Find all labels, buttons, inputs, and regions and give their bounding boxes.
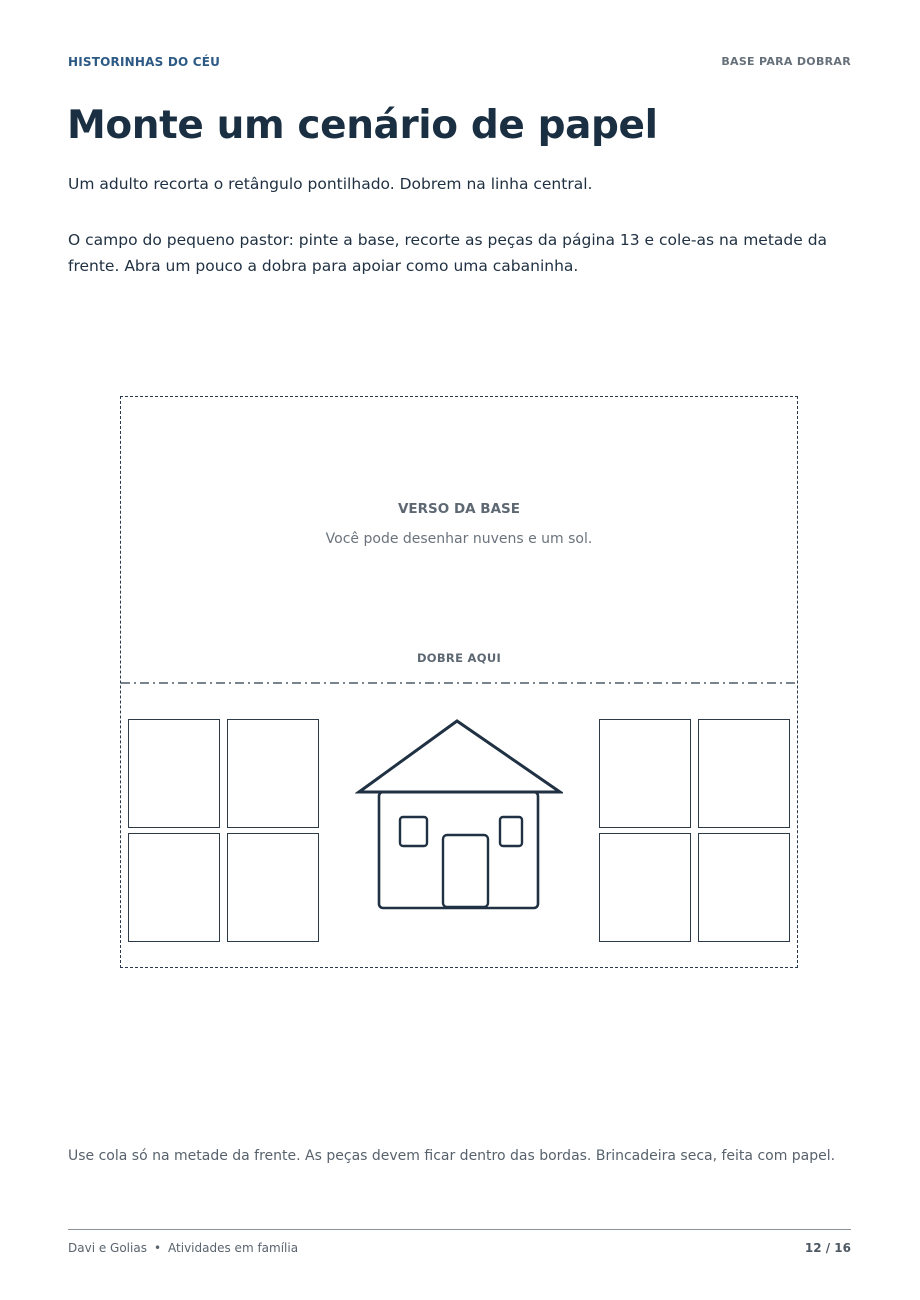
- house-roof: [359, 721, 560, 792]
- footer-collection: Atividades em família: [168, 1241, 299, 1255]
- scene-panel-right-4: [698, 833, 790, 942]
- scene-panel-left-3: [128, 833, 220, 942]
- house-illustration: [355, 717, 563, 911]
- scene-panel-left-1: [128, 719, 220, 828]
- intro-text: Um adulto recorta o retângulo pontilhado. Dobrem na linha central.: [68, 175, 593, 193]
- section-name: BASE PARA DOBRAR: [721, 55, 851, 68]
- house-wall: [379, 792, 538, 908]
- fold-line: [121, 681, 797, 685]
- footer-credits: [68, 1241, 298, 1255]
- house-window-right: [500, 817, 522, 846]
- page-number: 12 / 16: [804, 1241, 851, 1255]
- fold-base-cutout: [120, 396, 798, 968]
- back-side-title: VERSO DA BASE: [397, 501, 520, 517]
- house-window-left: [400, 817, 427, 846]
- instructions-text: O campo do pequeno pastor: pinte a base, recorte as peças da página 13 e cole-as na metade da frente. Abra um pouco a dobra para apoiar como uma cabaninha.: [68, 231, 828, 275]
- scene-panel-right-2: [698, 719, 790, 828]
- fold-label: DOBRE AQUI: [416, 651, 502, 665]
- safety-note: Use cola só na metade da frente. As peças devem ficar dentro das bordas. Brincadeira seca, feita com papel.: [68, 1148, 836, 1164]
- house-door: [443, 835, 488, 907]
- page-title: Monte um cenário de papel: [67, 103, 658, 148]
- scene-panel-right-1: [599, 719, 691, 828]
- scene-panel-left-4: [227, 833, 319, 942]
- footer-divider: [68, 1229, 851, 1230]
- footer-book-title: Davi e Golias: [68, 1241, 147, 1255]
- running-header: [68, 55, 851, 69]
- footer-separator: •: [153, 1241, 162, 1255]
- scene-panel-left-2: [227, 719, 319, 828]
- scene-panel-right-3: [599, 833, 691, 942]
- back-side-hint: Você pode desenhar nuvens e um sol.: [325, 531, 593, 547]
- series-name: HISTORINHAS DO CÉU: [68, 55, 221, 69]
